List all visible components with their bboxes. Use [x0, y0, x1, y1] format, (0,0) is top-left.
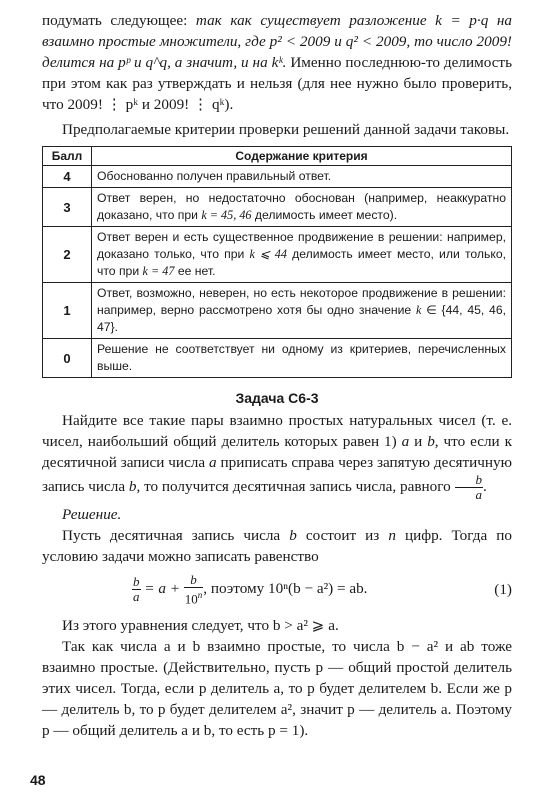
table-header-row: [43, 147, 512, 166]
criterion-cell: Ответ верен, но недостаточно обоснован (например, неаккуратно доказано, что при k = 45, 46 делимость имеет место).: [92, 188, 512, 227]
table-row: [43, 227, 512, 283]
problem-title: Задача С6-3: [235, 390, 319, 406]
table-row: [43, 283, 512, 339]
intro-italic-text: так как существует разложение k = p·q на взаимно простые множители, где p² < 2009 и q² < 2009, то число 2009! делится на pᵖ и q^q, а значит, и на kᵏ.: [42, 12, 513, 71]
intro-paragraph: [42, 10, 512, 115]
criterion-cell: Решение не соответствует ни одному из критериев, перечисленных выше.: [92, 339, 512, 378]
criterion-cell: Ответ, возможно, неверен, но есть некоторое продвижение в решении: например, верно рассмотрено хотя бы одно значение k ∈ {44, 45, 46, 47}.: [92, 283, 512, 339]
intro-text-continued: Именно последнюю-то делимость при этом как раз утверждать и нельзя (для нее нужно было проверить, что 2009! ⋮ pᵏ и 2009! ⋮ qᵏ).: [42, 54, 512, 113]
solution-label: Решение.: [62, 506, 122, 523]
criteria-table: [42, 146, 512, 378]
score-cell: 3: [43, 188, 92, 227]
header-score: Балл: [43, 147, 92, 166]
solution-paragraph: Пусть десятичная запись числа b состоит из n цифр. Тогда по условию задачи можно записать равенство: [42, 527, 512, 565]
score-cell: 0: [43, 339, 92, 378]
fraction-b-over-a: $\frac{b}{a}$: [133, 574, 140, 605]
table-row: [43, 188, 512, 227]
fraction-b-over-10n: $\frac{b}{10^n}$: [184, 572, 203, 607]
page-content: [42, 10, 512, 741]
equation-1: [42, 569, 512, 613]
criterion-cell: Обоснованно получен правильный ответ.: [92, 166, 512, 188]
table-row: [43, 166, 512, 188]
fraction-b-over-a: $\frac{b}{a}$: [455, 473, 484, 502]
page-number: 48: [30, 772, 46, 788]
header-content: Содержание критерия: [92, 147, 512, 166]
solution-paragraph: Из этого уравнения следует, что b > a² ⩾ a.: [62, 617, 339, 634]
score-cell: 4: [43, 166, 92, 188]
solution-paragraph: Так как числа a и b взаимно простые, то числа b − a² и ab тоже взаимно простые. (Действительно, пусть p — общий простой делитель этих чисел. Тогда, если p делитель a, то p будет делителем b. Если же p — делитель b, то p будет делителем a², значит p — делитель a. Поэтому p — общий делитель a и b, то есть p = 1).: [42, 638, 512, 739]
equation-body: $\frac{b}{a}$ = a + $\frac{b}{10^n}$ , поэтому 10ⁿ(b − a²) = ab.: [133, 572, 368, 607]
criteria-intro: Предполагаемые критерии проверки решений данной задачи таковы.: [62, 121, 510, 138]
criterion-cell: Ответ верен и есть существенное продвижение в решении: например, доказано только, что при k ⩽ 44 делимость имеет место, или только, что при k = 47 ее нет.: [92, 227, 512, 283]
problem-statement: Найдите все такие пары взаимно простых натуральных чисел (т. е. чисел, наибольший общий делитель которых равен 1) a и b, что если к десятичной записи числа a приписать справа через запятую десятичную запись числа b, то получится десятичная запись числа, равного $\frac{b}{a}$ .: [42, 412, 512, 502]
table-row: [43, 339, 512, 378]
score-cell: 1: [43, 283, 92, 339]
intro-text: подумать следующее:: [42, 12, 196, 29]
equation-number: (1): [494, 581, 512, 598]
score-cell: 2: [43, 227, 92, 283]
